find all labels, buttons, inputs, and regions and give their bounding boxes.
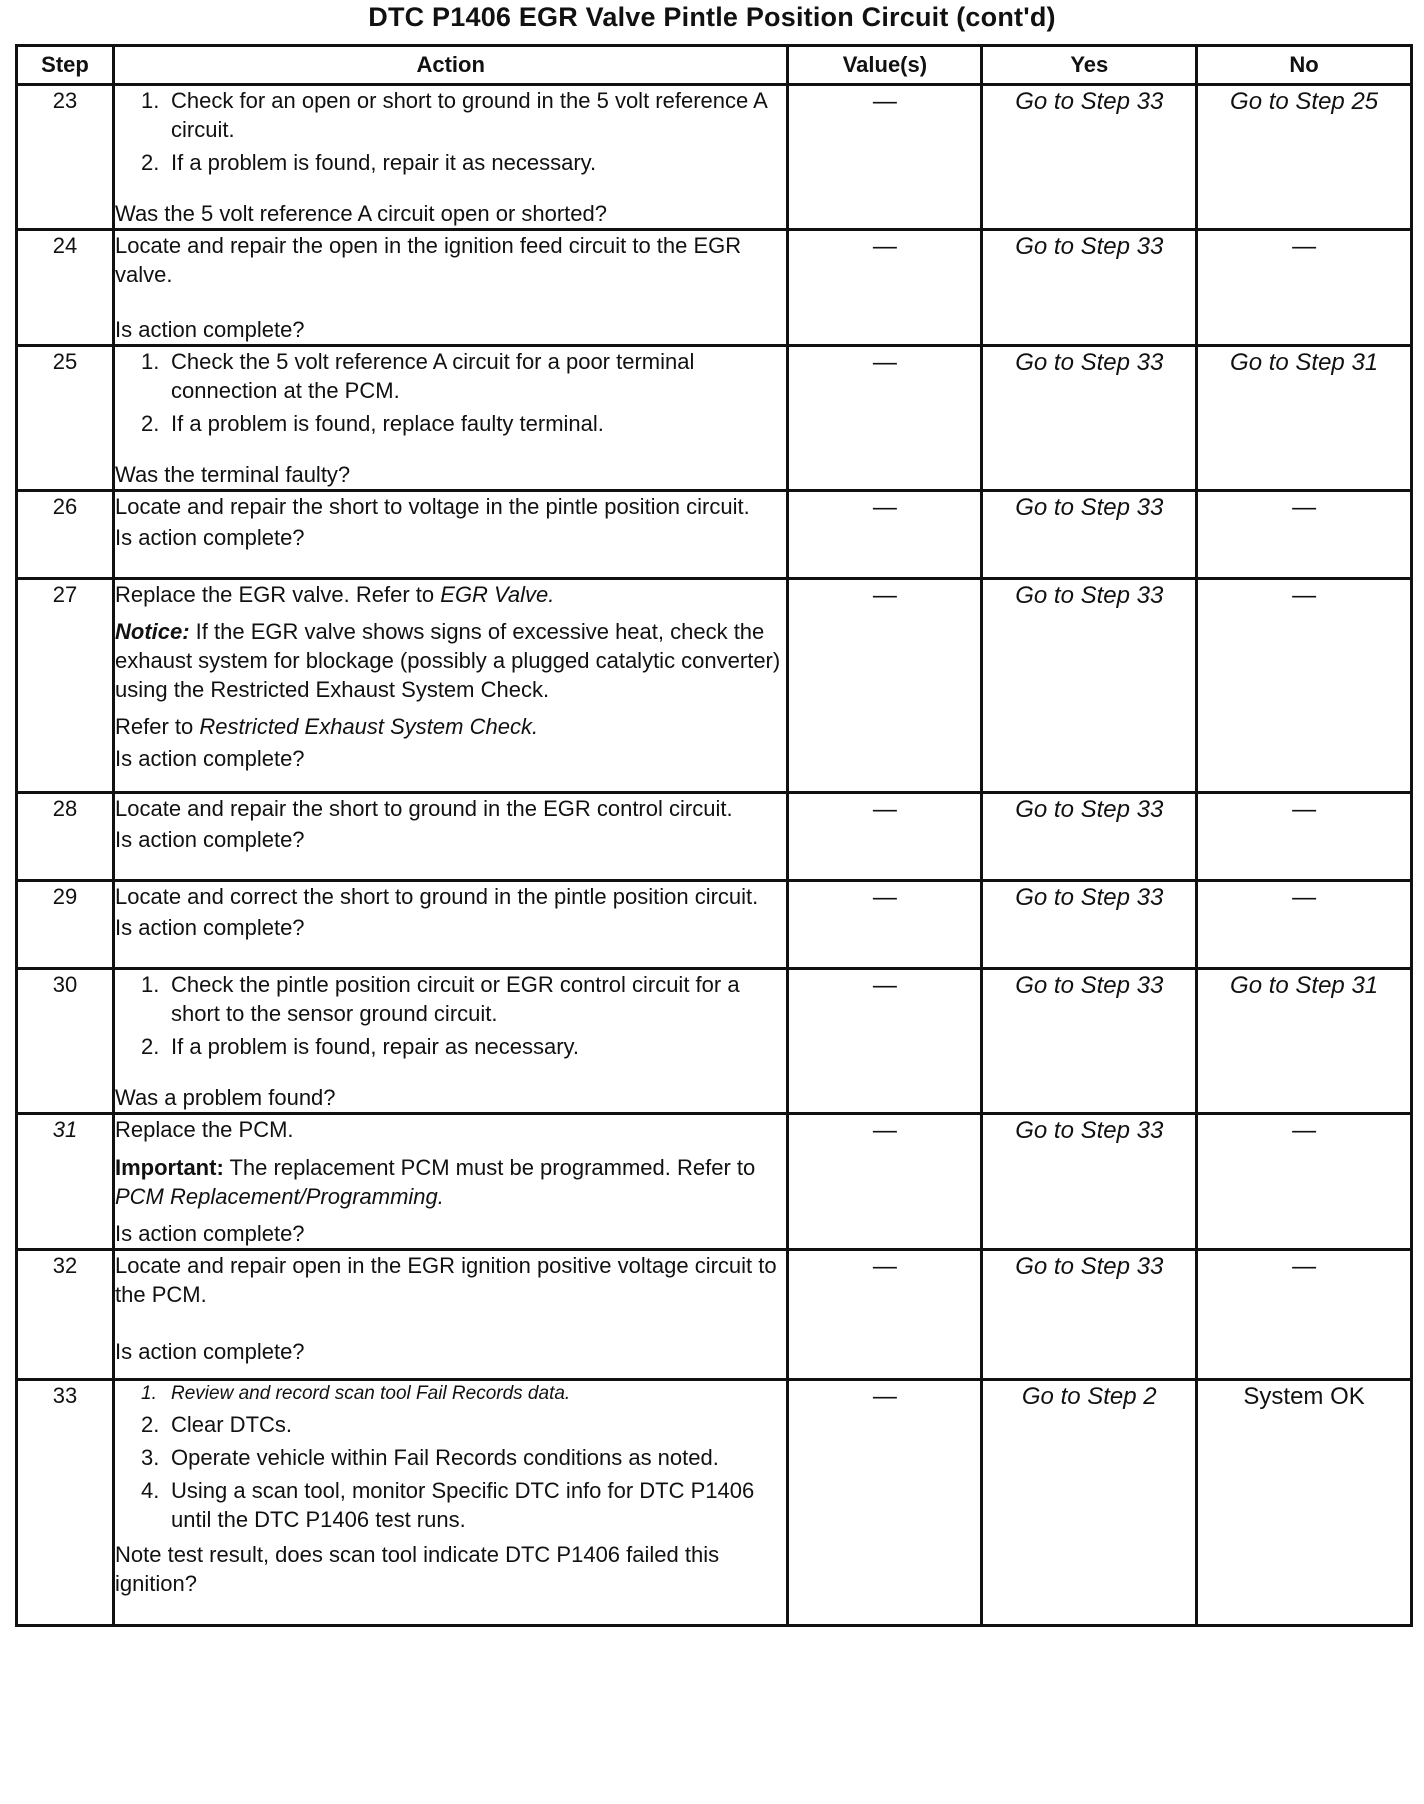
table-row [17,1114,1412,1249]
yes-cell: Go to Step 33 [982,346,1197,491]
no-cell: — [1197,881,1412,969]
refer-text: Refer to Restricted Exhaust System Check. [115,714,539,740]
action-text: Locate and repair the short to ground in the EGR control circuit. [115,796,733,822]
no-cell: — [1197,579,1412,793]
step-number: 23 [17,85,114,230]
header-step: Step [17,46,114,85]
value-cell: — [788,491,982,579]
value-cell: — [788,1379,982,1625]
list-item: 1. Review and record scan tool Fail Records data. [141,1382,571,1404]
no-cell: — [1197,1114,1412,1249]
action-question: Was a problem found? [115,1085,336,1111]
yes-cell: Go to Step 33 [982,793,1197,881]
action-list [115,970,786,1061]
important-label: Important: [115,1154,224,1180]
step-number: 30 [17,969,114,1114]
step-number: 27 [17,579,114,793]
step-number: 33 [17,1379,114,1625]
no-cell: — [1197,1249,1412,1379]
action-question: Was the 5 volt reference A circuit open or shorted? [115,201,608,227]
action-question: Was the terminal faulty? [115,462,351,488]
list-item: 2. Clear DTCs. [141,1411,293,1437]
no-cell: — [1197,793,1412,881]
step-number: 32 [17,1249,114,1379]
action-text: Replace the EGR valve. Refer to EGR Valve. [115,582,555,608]
value-cell: — [788,579,982,793]
action-cell [114,491,788,579]
action-cell [114,230,788,346]
table-row [17,1249,1412,1379]
action-question: Is action complete? [115,1220,305,1246]
action-cell [114,1379,788,1625]
table-row [17,881,1412,969]
yes-cell: Go to Step 33 [982,881,1197,969]
yes-cell: Go to Step 33 [982,230,1197,346]
yes-cell: Go to Step 33 [982,969,1197,1114]
table-row [17,346,1412,491]
page-title: DTC P1406 EGR Valve Pintle Position Circuit (cont'd) [368,2,1056,32]
table-row [17,85,1412,230]
action-cell [114,1114,788,1249]
no-cell: Go to Step 25 [1197,85,1412,230]
list-item: 2. If a problem is found, repair it as necessary. [141,150,597,176]
diagnostic-table [15,44,1413,1627]
list-item: 2. If a problem is found, replace faulty terminal. [141,411,604,437]
table-row [17,969,1412,1114]
value-cell: — [788,1249,982,1379]
action-cell [114,881,788,969]
no-cell: Go to Step 31 [1197,346,1412,491]
action-list [115,86,786,177]
action-cell [114,85,788,230]
yes-cell: Go to Step 33 [982,1114,1197,1249]
value-cell: — [788,793,982,881]
value-cell: — [788,1114,982,1249]
yes-cell: Go to Step 2 [982,1379,1197,1625]
header-no: No [1197,46,1412,85]
value-cell: — [788,85,982,230]
list-item: 3. Operate vehicle within Fail Records conditions as noted. [141,1444,719,1470]
action-text: Locate and repair the short to voltage in the pintle position circuit. [115,494,750,520]
list-item: 1. Check the pintle position circuit or EGR control circuit for a short to the sensor ground circuit. [141,972,740,1027]
list-item: 4. Using a scan tool, monitor Specific DTC info for DTC P1406 until the DTC P1406 test runs. [141,1477,755,1532]
no-cell: — [1197,491,1412,579]
value-cell: — [788,230,982,346]
important-text: Important: The replacement PCM must be programmed. Refer to PCM Replacement/Programming. [115,1154,756,1209]
notice-label: Notice: [115,619,190,645]
yes-cell: Go to Step 33 [982,85,1197,230]
header-values: Value(s) [788,46,982,85]
header-action: Action [114,46,788,85]
action-question: Is action complete? [115,525,305,551]
action-cell [114,969,788,1114]
value-cell: — [788,969,982,1114]
reference-link: PCM Replacement/Programming. [115,1183,444,1209]
yes-cell: Go to Step 33 [982,491,1197,579]
action-cell [114,1249,788,1379]
step-number: 25 [17,346,114,491]
step-number: 29 [17,881,114,969]
list-item: 2. If a problem is found, repair as necessary. [141,1034,580,1060]
table-row [17,793,1412,881]
action-question: Is action complete? [115,1338,305,1364]
no-cell: Go to Step 31 [1197,969,1412,1114]
table-row [17,491,1412,579]
no-cell: — [1197,230,1412,346]
value-cell: — [788,346,982,491]
reference-link: EGR Valve. [440,582,555,608]
yes-cell: Go to Step 33 [982,579,1197,793]
list-item: 1. Check the 5 volt reference A circuit for a poor terminal connection at the PCM. [141,349,695,404]
action-list [115,347,786,438]
action-text: Locate and repair open in the EGR ignition positive voltage circuit to the PCM. [115,1252,777,1307]
action-cell [114,346,788,491]
yes-cell: Go to Step 33 [982,1249,1197,1379]
action-cell [114,793,788,881]
table-header-row [17,46,1412,85]
table-row [17,230,1412,346]
step-number: 28 [17,793,114,881]
value-cell: — [788,881,982,969]
table-row [17,1379,1412,1625]
step-number: 24 [17,230,114,346]
list-item: 1. Check for an open or short to ground in the 5 volt reference A circuit. [141,88,767,143]
action-text: Locate and correct the short to ground in the pintle position circuit. [115,884,759,910]
action-question: Note test result, does scan tool indicate DTC P1406 failed this ignition? [115,1541,720,1596]
step-number: 31 [17,1114,114,1249]
action-question: Is action complete? [115,915,305,941]
notice-text: Notice: If the EGR valve shows signs of excessive heat, check the exhaust system for blockage (possibly a plugged catalytic converter) using the Restricted Exhaust System Check. [115,619,781,703]
action-question: Is action complete? [115,745,305,771]
header-yes: Yes [982,46,1197,85]
action-list [115,1381,786,1534]
action-question: Is action complete? [115,317,305,343]
step-number: 26 [17,491,114,579]
table-row [17,579,1412,793]
no-cell: System OK [1197,1379,1412,1625]
action-text: Replace the PCM. [115,1117,294,1143]
action-cell [114,579,788,793]
action-question: Is action complete? [115,827,305,853]
action-text: Locate and repair the open in the ignition feed circuit to the EGR valve. [115,233,742,288]
reference-link: Restricted Exhaust System Check. [199,714,539,740]
